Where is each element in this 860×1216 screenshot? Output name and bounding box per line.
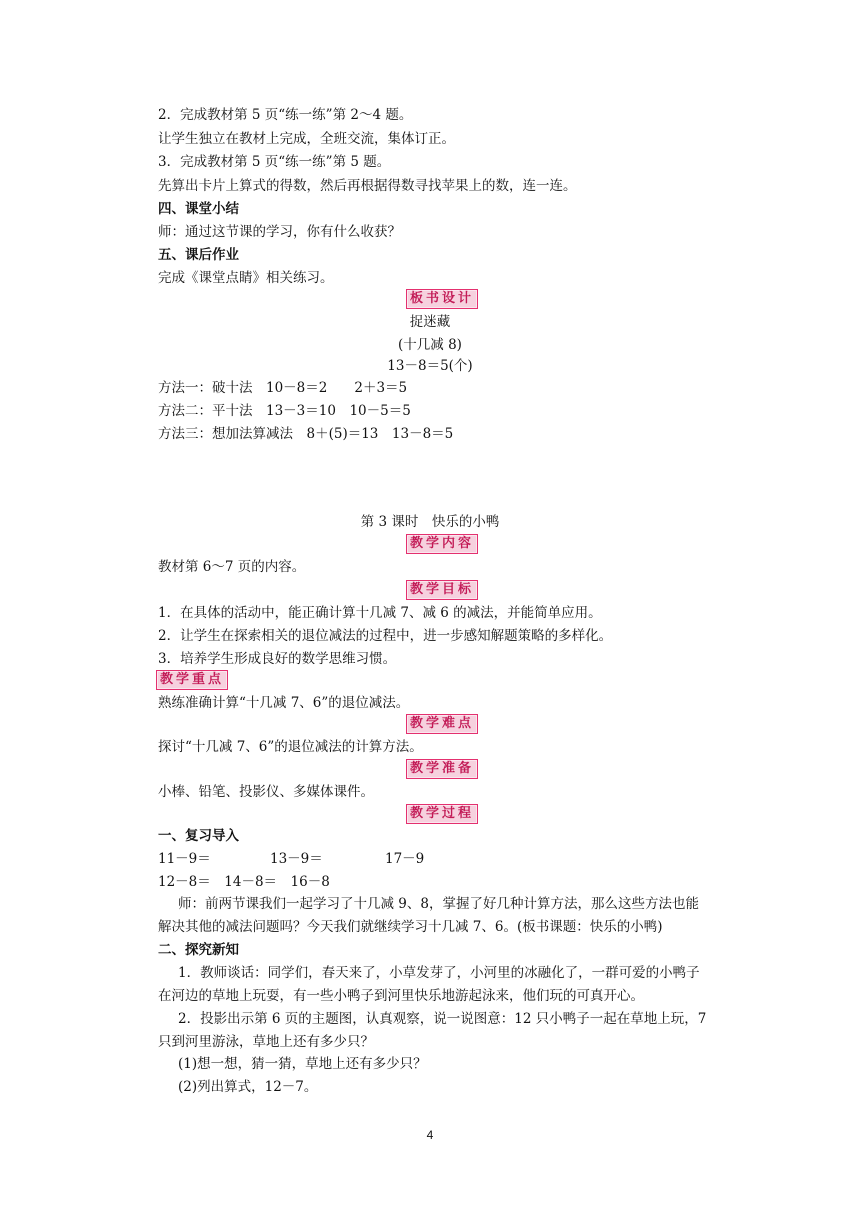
homework-text: 完成《课堂点睛》相关练习。 <box>158 270 334 286</box>
goal-2: 2．让学生在探索相关的退位减法的过程中，进一步感知解题策略的多样化。 <box>158 628 613 644</box>
board-equation: 13－8＝5(个) <box>387 358 473 374</box>
section-heading-summary: 四、课堂小结 <box>158 201 239 217</box>
page-number: 4 <box>426 1128 434 1142</box>
review-expr-row-2: 12－8＝ 14－8＝ 16－8 <box>158 874 330 890</box>
review-expr-3: 17－9 <box>385 851 425 867</box>
teaching-difficulty-badge: 教学难点 <box>406 714 478 734</box>
paragraph-intro-line-1: 师：前两节课我们一起学习了十几减 9、8，掌握了好几种计算方法，那么这些方法也能 <box>178 896 699 912</box>
board-method-1: 方法一：破十法 10－8＝2 2＋3＝5 <box>158 380 408 396</box>
board-design-badge: 板书设计 <box>406 289 478 309</box>
exercise-item-2: 2．完成教材第 5 页“练一练”第 2～4 题。 <box>158 107 413 123</box>
teaching-process-badge: 教学过程 <box>406 804 478 824</box>
paragraph-projection-line-2: 只到河里游泳，草地上还有多少只？ <box>158 1034 374 1050</box>
teaching-key-badge: 教学重点 <box>156 670 228 690</box>
question-2: (2)列出算式，12－7。 <box>178 1079 318 1095</box>
paragraph-talk-line-2: 在河边的草地上玩耍，有一些小鸭子到河里快乐地游起泳来，他们玩的可真开心。 <box>158 988 644 1004</box>
exercise-item-3: 3．完成教材第 5 页“练一练”第 5 题。 <box>158 154 391 170</box>
board-method-3: 方法三：想加法算减法 8＋(5)＝13 13－8＝5 <box>158 426 454 442</box>
board-method-2: 方法二：平十法 13－3＝10 10－5＝5 <box>158 403 411 419</box>
teaching-content-badge: 教学内容 <box>406 534 478 554</box>
goal-3: 3．培养学生形成良好的数学思维习惯。 <box>158 651 397 667</box>
teaching-content-text: 教材第 6～7 页的内容。 <box>158 559 306 575</box>
teaching-goals-badge: 教学目标 <box>406 580 478 600</box>
board-title: 捉迷藏 <box>409 314 451 330</box>
teaching-prep-text: 小棒、铅笔、投影仪、多媒体课件。 <box>158 784 374 800</box>
goal-1: 1．在具体的活动中，能正确计算十几减 7、减 6 的减法，并能简单应用。 <box>158 605 602 621</box>
summary-text: 师：通过这节课的学习，你有什么收获？ <box>158 224 401 240</box>
section-heading-explore: 二、探究新知 <box>158 942 239 958</box>
board-subtitle: (十几减 8) <box>398 337 462 353</box>
section-heading-review: 一、复习导入 <box>158 828 239 844</box>
question-1: (1)想一想，猜一猜，草地上还有多少只？ <box>178 1056 427 1072</box>
paragraph-talk-line-1: 1．教师谈话：同学们，春天来了，小草发芽了，小河里的冰融化了，一群可爱的小鸭子 <box>178 965 700 981</box>
exercise-item-2-desc: 让学生独立在教材上完成，全班交流，集体订正。 <box>158 131 455 147</box>
exercise-item-3-desc: 先算出卡片上算式的得数，然后再根据得数寻找苹果上的数，连一连。 <box>158 178 577 194</box>
teaching-key-text: 熟练准确计算“十几减 7、6”的退位减法。 <box>158 695 410 711</box>
teaching-prep-badge: 教学准备 <box>406 759 478 779</box>
paragraph-intro-line-2: 解决其他的减法问题吗？今天我们就继续学习十几减 7、6。(板书课题：快乐的小鸭) <box>158 919 663 935</box>
section-heading-homework: 五、课后作业 <box>158 247 239 263</box>
lesson-title: 第 3 课时 快乐的小鸭 <box>360 514 500 530</box>
paragraph-projection-line-1: 2．投影出示第 6 页的主题图，认真观察，说一说图意：12 只小鸭子一起在草地上玩，7 <box>178 1011 707 1027</box>
teaching-difficulty-text: 探讨“十几减 7、6”的退位减法的计算方法。 <box>158 739 423 755</box>
review-expr-2: 13－9＝ <box>270 851 323 867</box>
review-expr-1: 11－9＝ <box>158 851 211 867</box>
